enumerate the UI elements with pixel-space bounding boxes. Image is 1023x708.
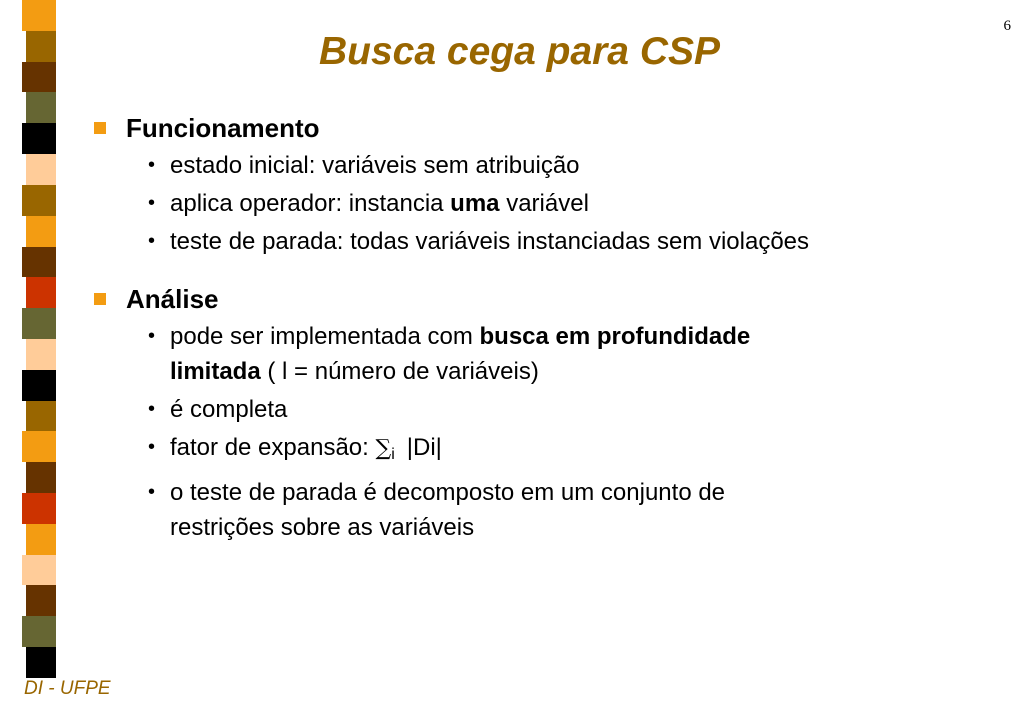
bullet-dot-icon: • — [148, 436, 156, 458]
slide-number: 6 — [1003, 18, 1011, 34]
item-text: teste de parada: todas variáveis instanciadas sem violações — [170, 228, 810, 255]
square-bullet-icon — [94, 293, 106, 305]
section-analise — [92, 279, 992, 545]
decorative-stripe-bar — [22, 0, 56, 678]
footer-label: DI - UFPE — [24, 678, 111, 699]
list-item — [92, 224, 992, 259]
stripe-segment — [22, 616, 56, 647]
list-item — [92, 319, 992, 389]
sub-bullet-list — [92, 148, 992, 259]
list-item — [92, 475, 992, 545]
stripe-segment — [26, 92, 56, 123]
list-item — [92, 430, 992, 472]
sub-bullet-list — [92, 319, 992, 545]
list-item — [92, 148, 992, 183]
item-text: o teste de parada é decomposto em um conjunto de — [170, 479, 726, 506]
stripe-segment — [26, 647, 56, 678]
stripe-segment — [22, 0, 56, 31]
stripe-segment — [22, 247, 56, 278]
stripe-segment — [26, 339, 56, 370]
section-funcionamento — [92, 108, 992, 259]
bullet-dot-icon: • — [148, 154, 156, 176]
stripe-segment — [22, 185, 56, 216]
square-bullet-icon — [94, 122, 106, 134]
item-text: é completa — [170, 396, 288, 423]
stripe-segment — [22, 123, 56, 154]
stripe-segment — [22, 308, 56, 339]
stripe-segment — [26, 277, 56, 308]
item-bold-text: busca em profundidade — [479, 323, 751, 350]
stripe-segment — [22, 555, 56, 586]
item-text: fator de expansão: — [170, 434, 376, 461]
item-text-line2: restrições sobre as variáveis — [170, 514, 475, 541]
slide-title: Busca cega para CSP — [318, 30, 721, 73]
stripe-segment — [26, 524, 56, 555]
section-heading — [92, 279, 992, 319]
slide-content — [92, 108, 992, 565]
stripe-segment — [22, 370, 56, 401]
item-text: estado inicial: variáveis sem atribuição — [170, 152, 580, 179]
section-heading-text: Análise — [126, 283, 219, 314]
subscript-index: i — [391, 446, 395, 463]
stripe-segment — [26, 585, 56, 616]
section-heading — [92, 108, 992, 148]
stripe-segment — [22, 493, 56, 524]
item-text-tail: |Di| — [406, 434, 442, 461]
item-text-tail: variável — [499, 190, 589, 217]
stripe-segment — [26, 462, 56, 493]
bullet-dot-icon: • — [148, 230, 156, 252]
stripe-segment — [26, 216, 56, 247]
bullet-dot-icon: • — [148, 481, 156, 503]
bullet-dot-icon: • — [148, 325, 156, 347]
sigma-symbol: ∑ — [375, 436, 392, 461]
list-item — [92, 186, 992, 221]
item-text: aplica operador: instancia — [170, 190, 451, 217]
item-bold-text-2: limitada — [170, 358, 261, 385]
list-item — [92, 392, 992, 427]
stripe-segment — [26, 401, 56, 432]
section-heading-text: Funcionamento — [126, 112, 320, 143]
bullet-dot-icon: • — [148, 192, 156, 214]
bullet-dot-icon: • — [148, 398, 156, 420]
item-text: pode ser implementada com — [170, 323, 480, 350]
item-bold-text: uma — [450, 190, 500, 217]
item-text-tail: ( l = número de variáveis) — [260, 358, 539, 385]
stripe-segment — [22, 431, 56, 462]
stripe-segment — [26, 154, 56, 185]
